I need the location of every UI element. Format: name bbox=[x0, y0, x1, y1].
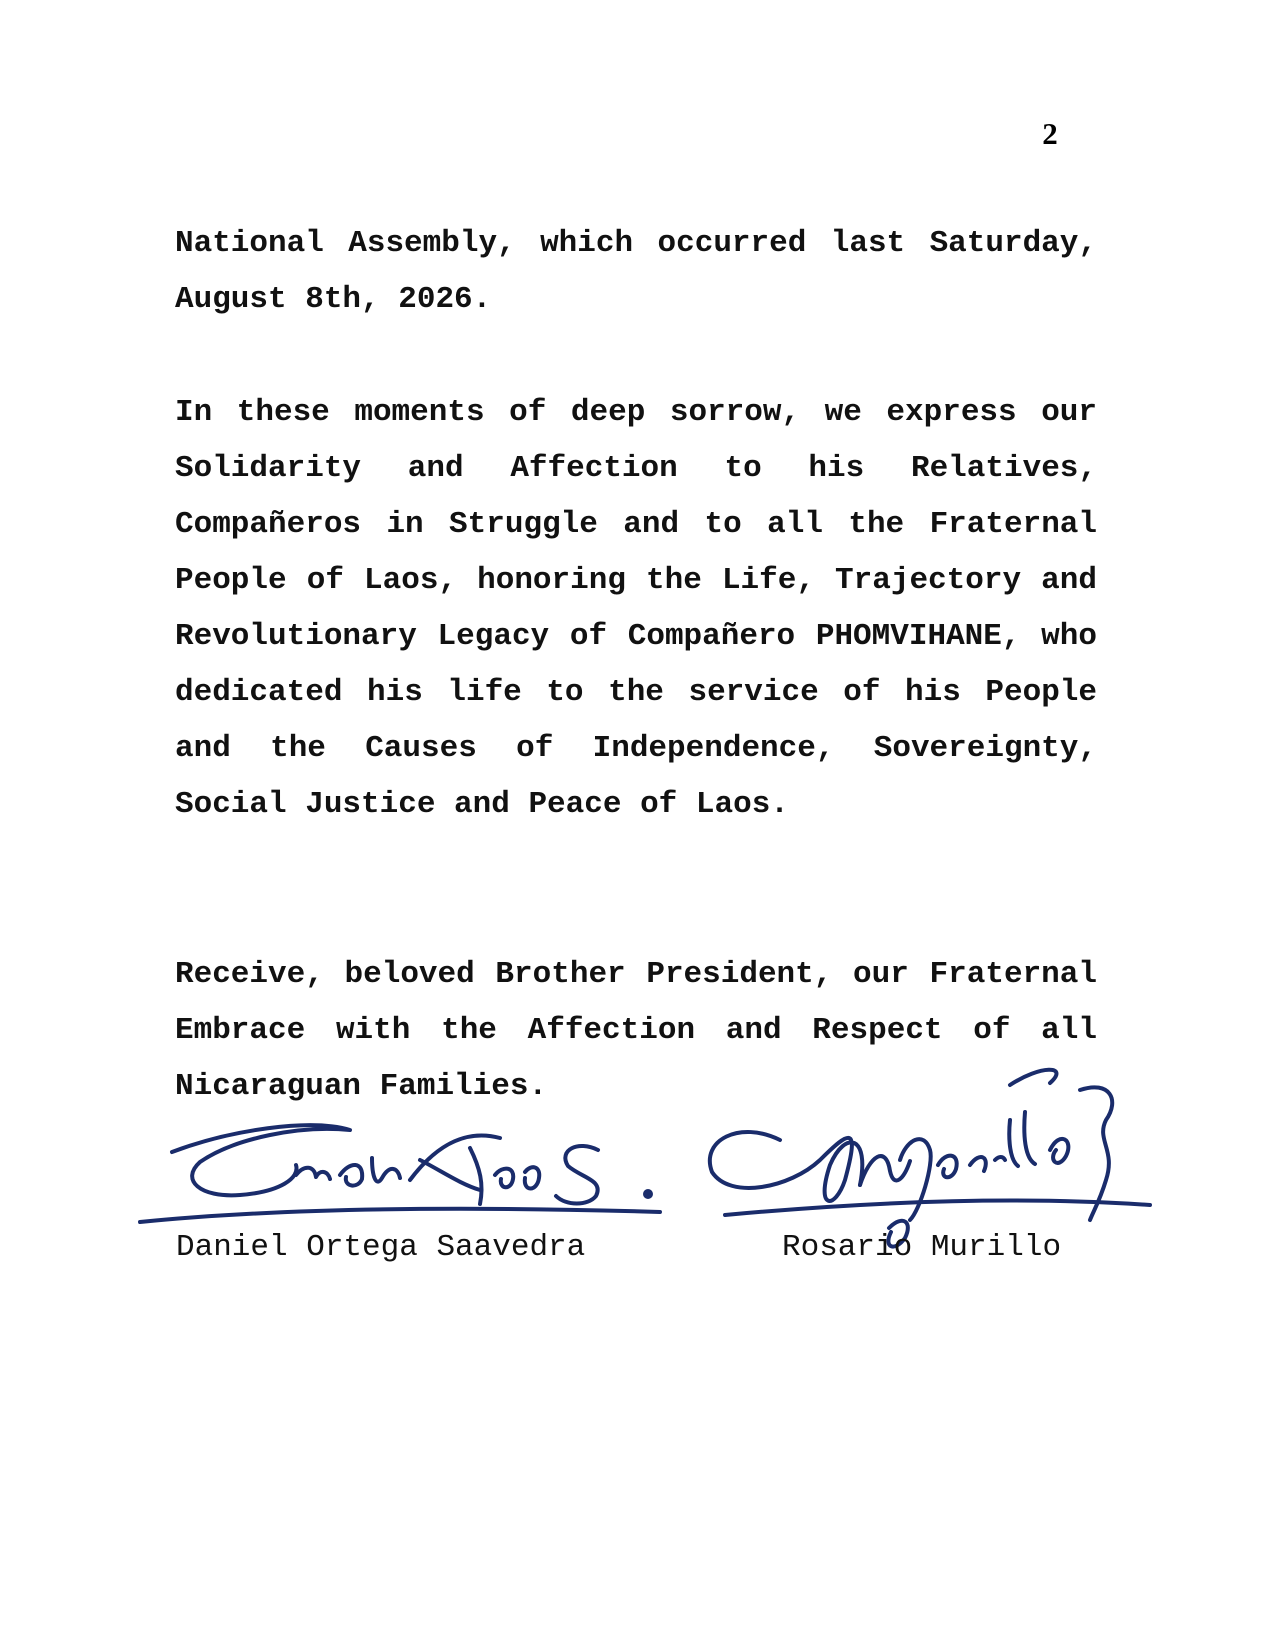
paragraph-text: Receive, beloved Brother President, our Fraternal Embrace with the Affection and Respect of all Nicaraguan Families. bbox=[175, 957, 1097, 1104]
page-number: 2 bbox=[1042, 116, 1058, 151]
signer-name-ortega: Daniel Ortega Saavedra bbox=[176, 1230, 586, 1265]
signature-ortega bbox=[140, 1125, 660, 1222]
paragraph-text: National Assembly, which occurred last Saturday, August 8th, 2026. bbox=[175, 226, 1097, 317]
signer-name-murillo: Rosario Murillo bbox=[782, 1230, 1062, 1265]
signature-murillo bbox=[710, 1070, 1150, 1247]
paragraph-text: In these moments of deep sorrow, we express our Solidarity and Affection to his Relatives, Compañeros in Struggle and to all the Fraternal People of Laos, honoring the Life, Trajectory and Revolutionary Legacy of Compañero PHOMVIHANE, who dedicated his life to the service of his People and the Causes of Independence, Sovereignty, Social Justice and Peace of Laos. bbox=[175, 395, 1097, 822]
